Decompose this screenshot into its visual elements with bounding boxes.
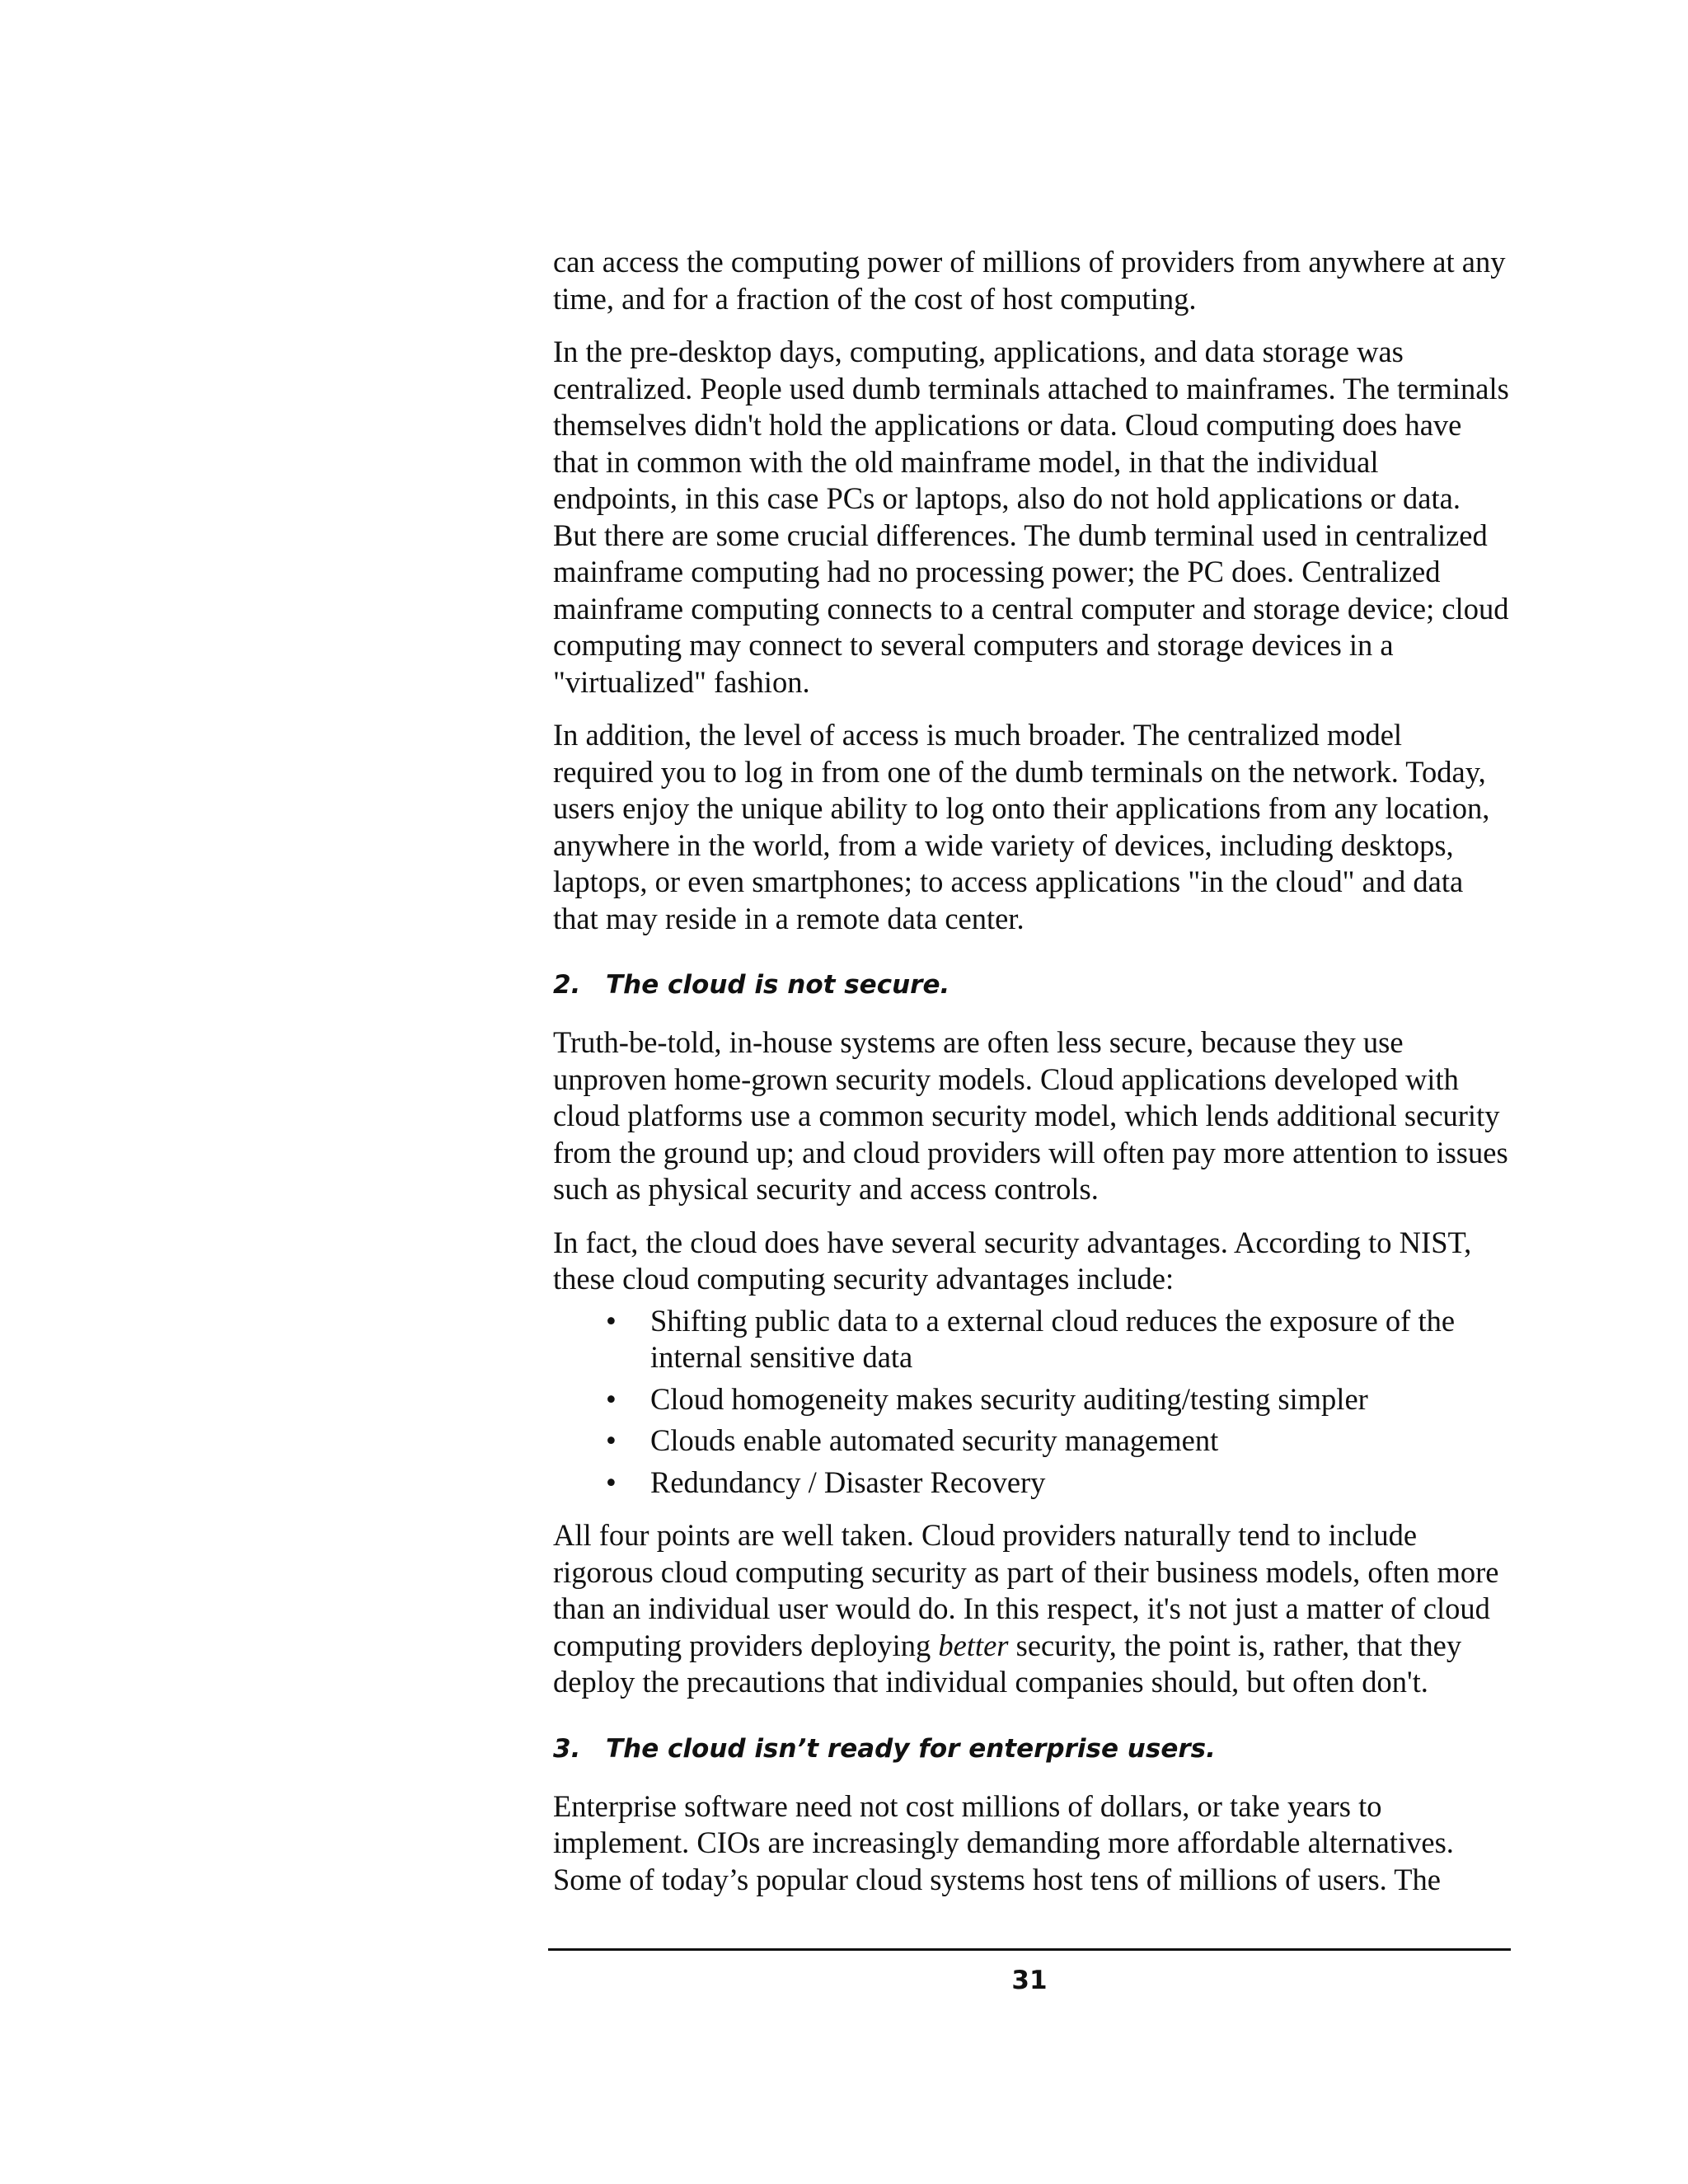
security-advantages-list bbox=[553, 1303, 1509, 1502]
section-number: 3. bbox=[553, 1733, 581, 1764]
list-item-text: Redundancy / Disaster Recovery bbox=[650, 1465, 1046, 1499]
body-paragraph: In fact, the cloud does have several security advantages. According to NIST, these cloud computing security advantages include: bbox=[553, 1225, 1472, 1296]
body-paragraph: can access the computing power of millions of providers from anywhere at any time, and for a fraction of the cost of host computing. bbox=[553, 245, 1506, 316]
body-paragraph: In addition, the level of access is much broader. The centralized model required you to log in from one of the dumb terminals on the network. Today, users enjoy the unique ability to log onto their applications from any location, anywhere in the world, from a wide variety of devices, including desktops, laptops, or even smartphones; to access applications "in the cloud" and data that may reside in a remote data center. bbox=[553, 718, 1490, 935]
page-number: 31 bbox=[1011, 1966, 1048, 1995]
section-heading-2 bbox=[553, 968, 1509, 1001]
body-paragraph: In the pre-desktop days, computing, applications, and data storage was centralized. People used dumb terminals attached to mainframes. The terminals themselves didn't hold the applications or data. Cloud computing does have that in common with the old mainframe model, in that the individual endpoints, in this case PCs or laptops, also do not hold applications or data. But there are some crucial differences. The dumb terminal used in centralized mainframe computing had no processing power; the PC does. Centralized mainframe computing connects to a central computer and storage device; cloud computing may connect to several computers and storage devices in a "virtualized" fashion. bbox=[553, 335, 1509, 699]
list-item-text: Clouds enable automated security management bbox=[650, 1423, 1219, 1457]
body-paragraph: Truth-be-told, in-house systems are often less secure, because they use unproven home-grown security models. Cloud applications developed with cloud platforms use a common security model, which lends additional security from the ground up; and cloud providers will often pay more attention to issues such as physical security and access controls. bbox=[553, 1025, 1508, 1206]
paragraph-text: All four points are well taken. Cloud providers naturally tend to include rigorous cloud computing security as part of their business models, often more than an individual user would do. In this respect, it's not just a matter of cloud computing providers deploying bbox=[553, 1518, 1499, 1662]
bullet-icon: • bbox=[606, 1423, 617, 1457]
bullet-icon: • bbox=[606, 1381, 617, 1416]
list-item bbox=[553, 1422, 1509, 1460]
list-item bbox=[553, 1303, 1509, 1376]
list-item-text: Cloud homogeneity makes security auditing/testing simpler bbox=[650, 1381, 1368, 1416]
body-paragraph: Enterprise software need not cost millions of dollars, or take years to implement. CIOs are increasingly demanding more affordable alternatives. Some of today’s popular cloud systems host tens of millions of users. The bbox=[553, 1788, 1454, 1896]
list-item-text: Shifting public data to a external cloud reduces the exposure of the internal sensitive data bbox=[650, 1303, 1456, 1374]
list-item bbox=[553, 1381, 1509, 1418]
bullet-icon: • bbox=[606, 1303, 617, 1338]
section-title: The cloud is not secure. bbox=[606, 970, 950, 1000]
emphasis-text: better bbox=[938, 1628, 1009, 1662]
bullet-icon: • bbox=[606, 1465, 617, 1499]
footer-divider bbox=[548, 1948, 1511, 1951]
page-body bbox=[553, 244, 1509, 1915]
section-title: The cloud isn’t ready for enterprise users. bbox=[606, 1733, 1216, 1764]
list-item bbox=[553, 1465, 1509, 1502]
section-number: 2. bbox=[553, 970, 581, 1000]
section-heading-3 bbox=[553, 1732, 1509, 1765]
paragraph-text: security, the point is, rather, that they deploy the precautions that individual companies should, but often don't. bbox=[553, 1628, 1462, 1699]
body-paragraph bbox=[553, 1517, 1509, 1701]
